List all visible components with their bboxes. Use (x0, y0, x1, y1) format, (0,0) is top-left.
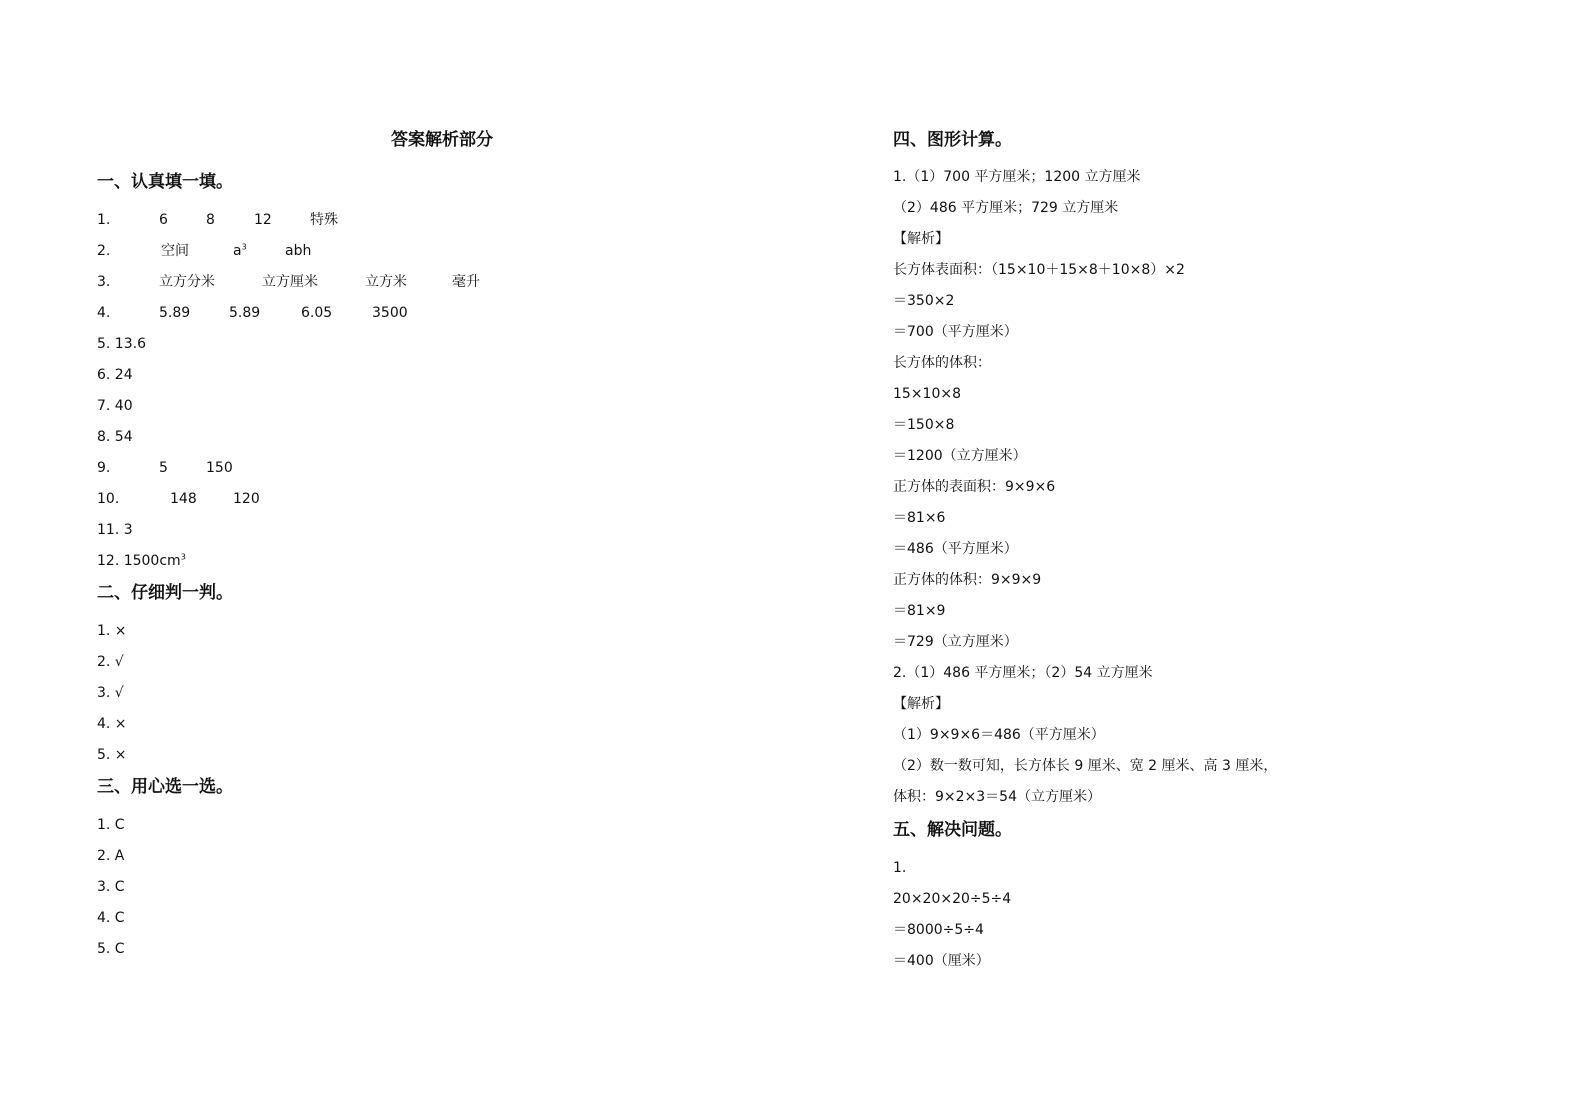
page-title: 答案解析部分 (391, 130, 493, 150)
list-item: 5. 13.6 (97, 336, 146, 352)
list-item: 3. √ (97, 685, 124, 701)
list-item: 4. C (97, 910, 125, 926)
list-item: 8. 54 (97, 429, 133, 445)
list-item: 5. × (97, 747, 127, 763)
list-item: 2. A (97, 848, 125, 864)
solution-line: 15×10×8 (893, 386, 961, 402)
section-heading-problem-solving: 五、解决问题。 (893, 820, 1012, 840)
solution-line: （1）9×9×6＝486（平方厘米） (893, 727, 1105, 743)
list-item: 10. 148 120 (97, 491, 260, 507)
solution-line: 长方体表面积：（15×10＋15×8＋10×8）×2 (893, 262, 1185, 278)
solution-line: ＝81×9 (893, 603, 946, 619)
list-item: 12. $1500cm^3$ (97, 552, 186, 569)
list-item: 1. × (97, 623, 127, 639)
list-item: 3. C (97, 879, 125, 895)
list-item: 7. 40 (97, 398, 133, 414)
list-item: 2. 空间 $a^3$ abh (97, 242, 312, 259)
solution-line: ＝700（平方厘米） (893, 324, 1018, 340)
solution-line: 体积：9×2×3＝54（立方厘米） (893, 789, 1101, 805)
section-heading-multiple-choice: 三、用心选一选。 (97, 777, 233, 797)
solution-line: ＝350×2 (893, 293, 955, 309)
section-body-problem-solving (893, 853, 1533, 977)
list-item: 1. C (97, 817, 125, 833)
left-column (97, 170, 787, 965)
section-heading-fill-in: 一、认真填一填。 (97, 172, 233, 192)
list-item: 4. × (97, 716, 127, 732)
list-item: 11. 3 (97, 522, 133, 538)
solution-line: 1. (893, 860, 907, 876)
list-item: 2. √ (97, 654, 124, 670)
section-body-figure-calculation (893, 162, 1533, 813)
list-item: 6. 24 (97, 367, 133, 383)
solution-line: （2）486 平方厘米；729 立方厘米 (893, 200, 1119, 216)
solution-line: 长方体的体积： (893, 355, 991, 371)
solution-line: （2）数一数可知，长方体长 9 厘米、宽 2 厘米、高 3 厘米， (893, 758, 1278, 774)
solution-line: 【解析】 (893, 696, 949, 712)
solution-line: ＝8000÷5÷4 (893, 922, 984, 938)
section-heading-figure-calculation: 四、图形计算。 (893, 130, 1012, 150)
solution-line: ＝1200（立方厘米） (893, 448, 1027, 464)
solution-line: 【解析】 (893, 231, 949, 247)
right-column (893, 128, 1533, 977)
list-item: 3. 立方分米 立方厘米 立方米 毫升 (97, 274, 480, 290)
list-item: 1. 6 8 12 特殊 (97, 212, 338, 228)
solution-line: ＝150×8 (893, 417, 955, 433)
solution-line: ＝486（平方厘米） (893, 541, 1018, 557)
solution-line: ＝729（立方厘米） (893, 634, 1018, 650)
solution-line: 20×20×20÷5÷4 (893, 891, 1012, 907)
solution-line: 2.（1）486 平方厘米；（2）54 立方厘米 (893, 665, 1153, 681)
list-item: 4. 5.89 5.89 6.05 3500 (97, 305, 408, 321)
solution-line: 正方体的体积：9×9×9 (893, 572, 1042, 588)
solution-line: ＝81×6 (893, 510, 946, 526)
list-item: 5. C (97, 941, 125, 957)
solution-line: ＝400（厘米） (893, 953, 990, 969)
solution-line: 1.（1）700 平方厘米；1200 立方厘米 (893, 169, 1141, 185)
section-heading-true-false: 二、仔细判一判。 (97, 583, 233, 603)
list-item: 9. 5 150 (97, 460, 233, 476)
solution-line: 正方体的表面积：9×9×6 (893, 479, 1056, 495)
